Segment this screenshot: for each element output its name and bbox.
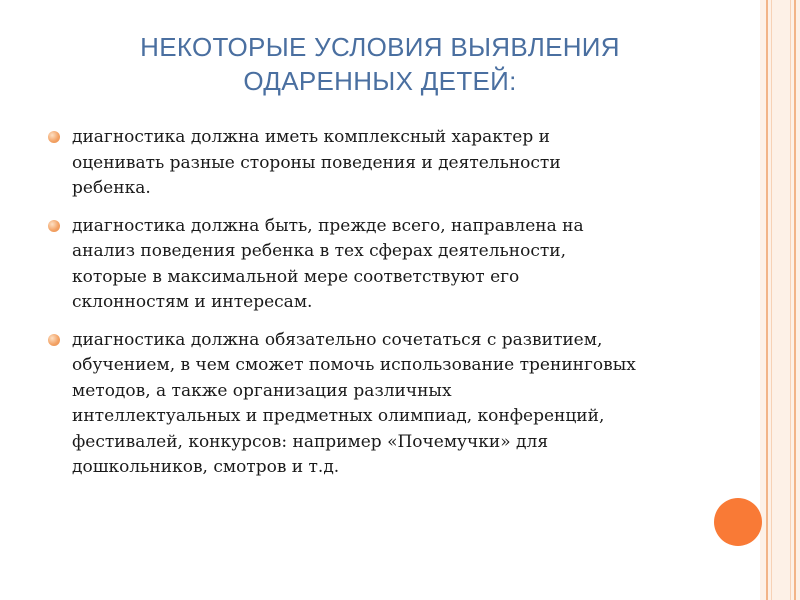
border-stripe [766,0,768,600]
bullet-line: методов, а также организация различных [72,380,452,401]
border-stripe [790,0,791,600]
bullet-line: интеллектуальных и предметных олимпиад, конференций, [72,406,605,426]
decorative-circle [714,498,762,546]
bullet-item [48,328,748,481]
bullet-line: ребенка. [72,178,151,198]
bullet-text [72,125,748,202]
bullet-icon [48,131,60,143]
bullet-line: диагностика должна обязательно сочетаться с развитием, [72,329,603,350]
bullet-item [48,125,748,202]
slide-title-line: НЕКОТОРЫЕ УСЛОВИЯ ВЫЯВЛЕНИЯ [140,32,620,62]
bullet-text [72,214,748,316]
bullet-item [48,214,748,316]
bullet-line: оценивать разные стороны поведения и деятельности [72,152,561,173]
decorative-border [760,0,800,600]
bullet-line: диагностика должна быть, прежде всего, направлена на [72,215,584,236]
bullet-line: которые в максимальной мере соответствуют его [72,266,520,287]
bullet-list [48,125,748,493]
bullet-line: склонностям и интересам. [72,292,313,312]
border-stripe [771,0,772,600]
bullet-line: диагностика должна иметь комплексный характер и [72,127,550,147]
bullet-line: обучением, в чем сможет помочь использование тренинговых [72,355,636,375]
border-stripe [794,0,796,600]
slide-title-line: ОДАРЕННЫХ ДЕТЕЙ: [243,66,517,96]
slide-title [60,30,700,98]
bullet-line: анализ поведения ребенка в тех сферах деятельности, [72,241,566,261]
bullet-icon [48,220,60,232]
bullet-icon [48,334,60,346]
bullet-text [72,328,748,481]
bullet-line: дошкольников, смотров и т.д. [72,457,340,477]
bullet-line: фестивалей, конкурсов: например «Почемучки» для [72,431,549,452]
